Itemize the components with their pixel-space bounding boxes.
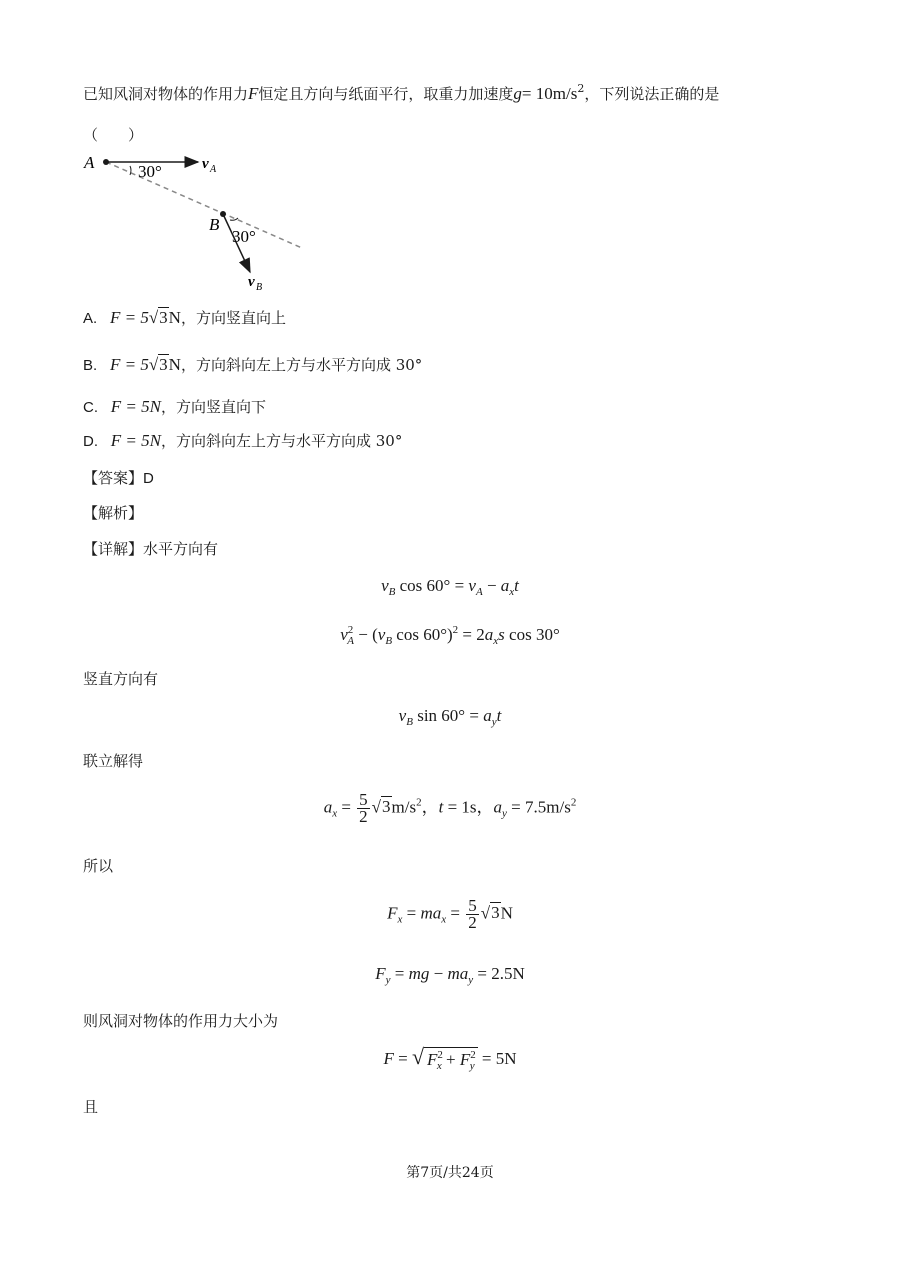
- so-intro: 所以: [83, 857, 114, 875]
- equation-4: $a_x$ = $\frac{5}{2}$ $√3m/s^2$，t = 1s，$a_y = 7.5m/s^2$: [323, 790, 577, 826]
- option-a[interactable]: A. F = 5√3N，方向竖直向上: [83, 308, 286, 327]
- detail-line: 【详解】水平方向有: [83, 540, 219, 558]
- label-vA: v: [202, 156, 209, 172]
- angle-top-label: 30°: [138, 162, 162, 181]
- label-B: B: [209, 215, 220, 234]
- equation-7: F = √ $F^2_x + F^2_y = 5N$: [383, 1044, 517, 1073]
- equation-2: $v^2_A - (v_B$ $\cos 60^\circ)^2 = 2a_xs$ cos 30°: [340, 624, 560, 647]
- velocity-diagram: [80, 148, 320, 298]
- vertical-intro: 竖直方向有: [83, 670, 159, 688]
- option-b[interactable]: B. F = 5√3N，方向斜向左上方与水平方向成 30°: [83, 355, 423, 374]
- last-line: 且: [83, 1098, 99, 1116]
- label-vB: v: [248, 274, 255, 290]
- equation-6: $F_y$ = mg − $ma_y = 2.5N$: [375, 964, 525, 986]
- equation-5: $F_x = ma_x$ = $\frac{5}{2}$ √3N: [387, 896, 513, 932]
- label-vB-sub: B: [256, 282, 263, 293]
- solve-intro: 联立解得: [83, 752, 144, 770]
- page-number: 第7页/共24页: [406, 1165, 494, 1181]
- answer-paren: （ ）: [83, 126, 144, 144]
- equation-3: $v_B$ $\sin 60^\circ = a_yt$: [398, 706, 502, 728]
- equation-1: $v_B$ $\cos 60^\circ = v_A - a_xt$: [381, 576, 519, 598]
- analysis-tag: 【解析】: [83, 504, 144, 522]
- force-intro: 则风洞对物体的作用力大小为: [83, 1012, 279, 1030]
- angle-arc-top: [130, 166, 131, 175]
- option-c[interactable]: C. F = 5N，方向竖直向下: [83, 397, 266, 416]
- answer-line: 【答案】D: [83, 469, 154, 487]
- question-stem: 已知风洞对物体的作用力F恒定且方向与纸面平行，取重力加速度$g= 10m/s^2$，下列说法正确的是: [83, 82, 720, 103]
- angle-bottom-label: 30°: [232, 227, 256, 246]
- label-vA-sub: A: [210, 164, 217, 175]
- point-A: [103, 159, 109, 165]
- point-B: [220, 211, 226, 217]
- label-A: A: [84, 153, 95, 172]
- trajectory-dashed-line: [106, 162, 302, 248]
- option-d[interactable]: D. F = 5N，方向斜向左上方与水平方向成 30°: [83, 431, 403, 450]
